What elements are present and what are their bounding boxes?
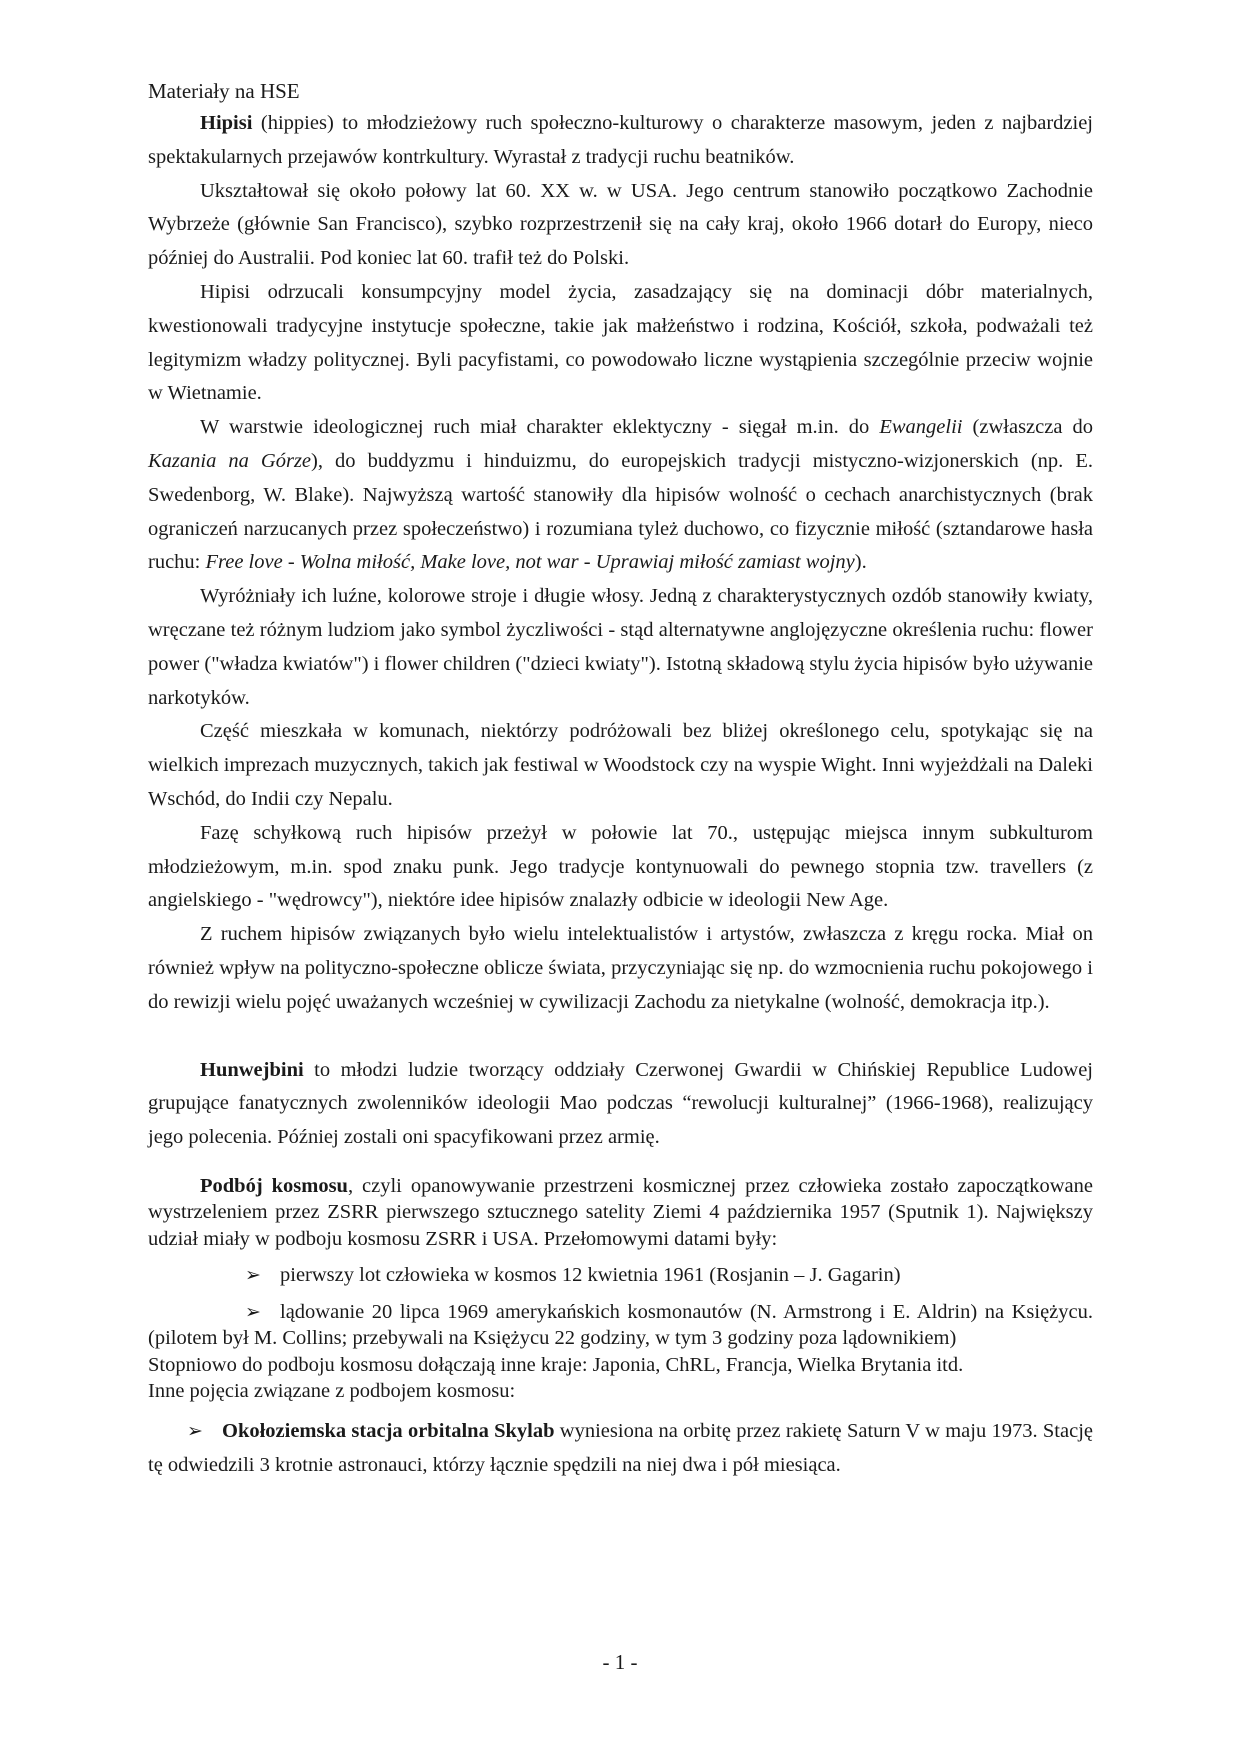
paragraph-hunwejbini — [148, 1054, 1093, 1155]
list-item — [148, 1415, 1093, 1483]
paragraph-hipisi-style: Wyróżniały ich luźne, kolorowe stroje i długie włosy. Jedną z charakterystycznych ozdób stanowiły kwiaty, wręczane też różnym ludziom jako symbol życzliwości - stąd alternatywne anglojęzyczne określenia ruchu: flower power ("władza kwiatów") i flower children ("dzieci kwiaty"). Istotną składową stylu życia hipisów było używanie narkotyków. — [148, 585, 1093, 709]
term-hunwejbini: Hunwejbini — [200, 1058, 304, 1081]
italic-slogans: Free love - Wolna miłość, Make love, not war - Uprawiaj miłość zamiast wojny — [205, 551, 855, 574]
term-podboj-kosmosu: Podbój kosmosu — [200, 1174, 348, 1197]
paragraph-hipisi-influence: Z ruchem hipisów związanych było wielu intelektualistów i artystów, zwłaszcza z kręgu rocka. Miał on również wpływ na polityczno-społeczne oblicze świata, przyczyniając się np. do wzmocnienia ruchu pokojowego i do rewizji wielu pojęć uważanych wcześniej w cywilizacji Zachodu za nietykalne (wolność, demokracja itp.). — [148, 923, 1093, 1013]
page-number: - 1 - — [602, 1650, 638, 1674]
paragraph-text: ). — [854, 551, 867, 574]
arrow-bullet-icon: ➢ — [245, 1264, 261, 1287]
paragraph-other-countries: Stopniowo do podboju kosmosu dołączają inne kraje: Japonia, ChRL, Francja, Wielka Brytania itd. — [148, 1353, 964, 1376]
paragraph-hipisi-origin: Ukształtował się około połowy lat 60. XX w. w USA. Jego centrum stanowiło początkowo Zachodnie Wybrzeże (głównie San Francisco), szybko rozprzestrzenił się na cały kraj, około 1966 dotarł do Europy, nieco później do Australii. Pod koniec lat 60. trafił też do Polski. — [148, 179, 1093, 270]
paragraph-hipisi-communes: Część mieszkała w komunach, niektórzy podróżowali bez bliżej określonego celu, spotykając się na wielkich imprezach muzycznych, takich jak festiwal w Woodstock czy na wyspie Wight. Inni wyjeżdżali na Daleki Wschód, do Indii czy Nepalu. — [148, 720, 1093, 810]
term-hipisi: Hipisi — [200, 112, 253, 134]
document-title: Materiały na HSE — [148, 79, 300, 103]
italic-kazania: Kazania na Górze — [148, 449, 312, 472]
list-item-text: pierwszy lot człowieka w kosmos 12 kwietnia 1961 (Rosjanin – J. Gagarin) — [280, 1264, 901, 1287]
paragraph-hipisi-ideology — [148, 411, 1093, 580]
term-skylab: Okołoziemska stacja orbitalna Skylab — [222, 1419, 555, 1442]
paragraph-text: to młodzi ludzie tworzący oddziały Czerwonej Gwardii w Chińskiej Republice Ludowej grupujące fanatycznych zwolenników ideologii Mao podczas “rewolucji kulturalnej” (1966-1968), realizujący jego polecenia. Później zostali oni spacyfikowani przez armię. — [148, 1058, 1093, 1149]
paragraph-hipisi-values: Hipisi odrzucali konsumpcyjny model życia, zasadzający się na dominacji dóbr materialnych, kwestionowali tradycyjne instytucje społeczne, takie jak małżeństwo i rodzina, Kościół, szkoła, podważali też legitymizm władzy politycznej. Byli pacyfistami, co powodowało liczne wystąpienia szczególnie przeciw wojnie w Wietnamie. — [148, 280, 1093, 405]
italic-ewangelii: Ewangelii — [879, 416, 963, 439]
paragraph-other-terms: Inne pojęcia związane z podbojem kosmosu: — [148, 1380, 516, 1403]
paragraph-text: W warstwie ideologicznej ruch miał charakter eklektyczny - sięgał m.in. do — [200, 416, 880, 439]
paragraph-text: , czyli opanowywanie przestrzeni kosmicznej przez człowieka zostało zapoczątkowane wystrzeleniem przez ZSRR pierwszego sztucznego satelity Ziemi 4 października 1957 (Sputnik 1). Największy udział miały w podboju kosmosu ZSRR i USA. Przełomowymi datami były: — [148, 1174, 1093, 1250]
arrow-bullet-icon: ➢ — [187, 1419, 203, 1442]
list-item — [148, 1299, 1093, 1352]
list-item — [148, 1262, 1093, 1289]
document-body — [148, 107, 1093, 1483]
paragraph-text: ), do buddyzmu i hinduizmu, do europejskich tradycji mistyczno-wizjonerskich (np. E. Swedenborg, W. Blake). Najwyższą wartość stanowiły dla hipisów wolność o cechach anarchistycznych (brak ograniczeń narzucanych przez społeczeństwo) i rozumiana tyleż duchowo, co fizycznie miłość (sztandarowe hasła ruchu: — [148, 449, 1093, 574]
arrow-bullet-icon: ➢ — [245, 1300, 261, 1323]
paragraph-hipisi-intro — [148, 107, 1093, 175]
paragraph-text: (hippies) to młodzieżowy ruch społeczno-kulturowy o charakterze masowym, jeden z najbardziej spektakularnych przejawów kontrkultury. Wyrastał z tradycji ruchu beatników. — [148, 112, 1093, 168]
list-item-text: lądowanie 20 lipca 1969 amerykańskich kosmonautów (N. Armstrong i E. Aldrin) na Księżycu. (pilotem był M. Collins; przebywali na Księżycu 22 godziny, w tym 3 godziny poza lądownikiem) — [148, 1300, 1093, 1350]
list-item-text: wyniesiona na orbitę przez rakietę Saturn V w maju 1973. Stację tę odwiedzili 3 krotnie astronauci, którzy łącznie spędzili na niej dwa i pół miesiąca. — [148, 1419, 1093, 1476]
paragraph-podboj-kosmosu — [148, 1173, 1093, 1253]
paragraph-hipisi-decline: Fazę schyłkową ruch hipisów przeżył w połowie lat 70., ustępując miejsca innym subkulturom młodzieżowym, m.in. spod znaku punk. Jego tradycje kontynuowali do pewnego stopnia tzw. travellers (z angielskiego - "wędrowcy"), niektóre idee hipisów znalazły odbicie w ideologii New Age. — [148, 821, 1093, 912]
paragraph-text: (zwłaszcza do — [962, 416, 1093, 439]
